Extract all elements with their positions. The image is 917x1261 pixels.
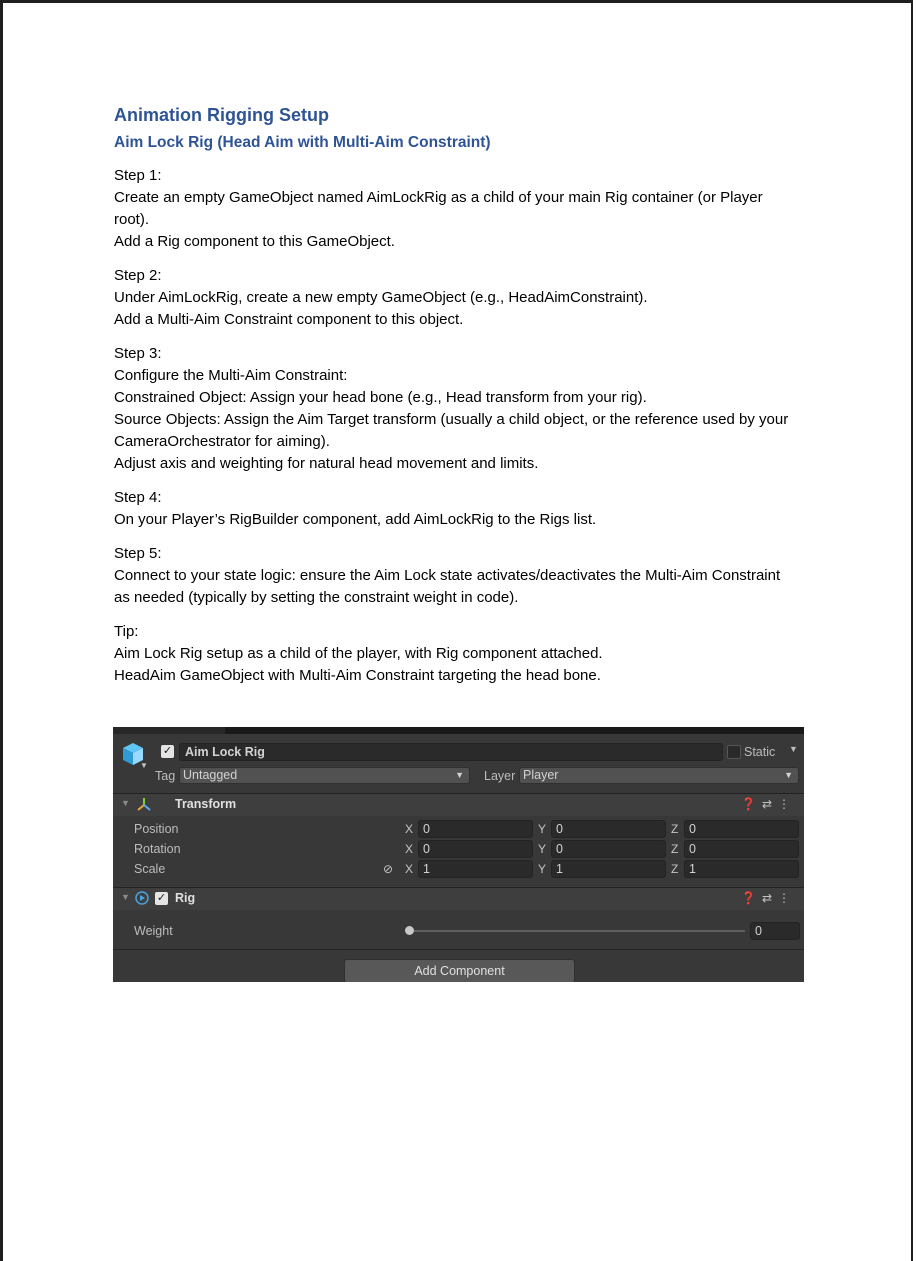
step-line: Add a Multi-Aim Constraint component to this object.	[114, 311, 464, 328]
transform-foldout-icon[interactable]: ▼	[121, 798, 130, 808]
rotation-y-input[interactable]: 0	[551, 840, 666, 858]
rig-header-icons[interactable]	[741, 891, 796, 905]
position-z-input[interactable]: 0	[684, 820, 799, 838]
step-block	[114, 543, 794, 609]
unity-inspector-panel	[113, 727, 804, 982]
rig-icon	[135, 891, 149, 905]
more-options-icon[interactable]: ⋮	[778, 797, 796, 811]
document-subtitle: Aim Lock Rig (Head Aim with Multi-Aim Constraint)	[114, 134, 491, 151]
step-heading: Step 3:	[114, 345, 162, 362]
rig-enabled-checkbox[interactable]: ✓	[156, 892, 167, 904]
transform-header-icons[interactable]	[741, 797, 796, 811]
transform-position-label: Position	[134, 822, 179, 836]
step-line: Aim Lock Rig setup as a child of the player, with Rig component attached.	[114, 645, 603, 662]
step-block	[114, 343, 794, 475]
inspector-tab-bar	[113, 727, 804, 734]
step-block	[114, 621, 794, 687]
layer-label: Layer	[484, 769, 516, 783]
layer-dropdown[interactable]	[519, 767, 799, 784]
tag-label: Tag	[155, 769, 176, 783]
step-line: Constrained Object: Assign your head bone (e.g., Head transform from your rig).	[114, 389, 647, 406]
step-line: Source Objects: Assign the Aim Target transform (usually a child object, or the reference used by your CameraOrchestrator for aiming).	[114, 411, 789, 450]
axis-x-label: X	[405, 862, 414, 876]
transform-header[interactable]	[113, 793, 804, 816]
presets-icon[interactable]: ⇄	[761, 891, 778, 905]
step-block	[114, 487, 794, 531]
transform-rotation-label: Rotation	[134, 842, 181, 856]
step-line: Configure the Multi-Aim Constraint:	[114, 367, 348, 384]
step-line: HeadAim GameObject with Multi-Aim Constraint targeting the head bone.	[114, 667, 601, 684]
step-line: Create an empty GameObject named AimLockRig as a child of your main Rig container (or Player root).	[114, 189, 763, 228]
scale-link-icon[interactable]: ⊘	[383, 862, 394, 876]
scale-y-input[interactable]: 1	[551, 860, 666, 878]
weight-input[interactable]: 0	[750, 922, 800, 940]
static-dropdown-arrow-icon[interactable]: ▼	[789, 744, 798, 754]
position-y-input[interactable]: 0	[551, 820, 666, 838]
active-toggle-checkbox[interactable]: ✓	[162, 745, 173, 757]
step-block	[114, 165, 794, 253]
steps-list	[114, 165, 794, 687]
axis-z-label: Z	[671, 822, 679, 836]
step-line: Under AimLockRig, create a new empty GameObject (e.g., HeadAimConstraint).	[114, 289, 648, 306]
axis-x-label: X	[405, 822, 414, 836]
inspector-tab[interactable]	[113, 727, 225, 734]
step-heading: Tip:	[114, 623, 139, 640]
transform-scale-label: Scale	[134, 862, 166, 876]
weight-slider-track[interactable]	[410, 930, 745, 932]
rotation-x-input[interactable]: 0	[418, 840, 533, 858]
rig-header[interactable]	[113, 887, 804, 910]
static-label: Static	[744, 745, 776, 759]
position-x-input[interactable]: 0	[418, 820, 533, 838]
step-heading: Step 5:	[114, 545, 162, 562]
axis-y-label: Y	[538, 822, 547, 836]
scale-x-input[interactable]: 1	[418, 860, 533, 878]
weight-slider-knob[interactable]	[405, 926, 414, 935]
tag-caret-icon: ▼	[455, 770, 464, 780]
presets-icon[interactable]: ⇄	[761, 797, 778, 811]
rotation-z-input[interactable]: 0	[684, 840, 799, 858]
step-line: Connect to your state logic: ensure the Aim Lock state activates/deactivates the Multi-Aim Constraint as needed (typically by setting the constraint weight in code).	[114, 567, 781, 606]
step-line: Add a Rig component to this GameObject.	[114, 233, 395, 250]
transform-axes-icon	[137, 797, 151, 811]
axis-y-label: Y	[538, 842, 547, 856]
help-icon[interactable]: ❓	[740, 891, 762, 905]
add-component-button[interactable]: Add Component	[344, 959, 575, 982]
static-checkbox[interactable]	[727, 745, 741, 759]
rig-title: Rig	[175, 891, 196, 905]
step-line: Adjust axis and weighting for natural head movement and limits.	[114, 455, 539, 472]
scale-z-input[interactable]: 1	[684, 860, 799, 878]
document-title: Animation Rigging Setup	[114, 105, 329, 125]
icon-dropdown-arrow-icon[interactable]: ▼	[140, 761, 148, 770]
weight-label: Weight	[134, 924, 173, 938]
rig-foldout-icon[interactable]: ▼	[121, 892, 130, 902]
help-icon[interactable]: ❓	[740, 797, 762, 811]
step-line: On your Player’s RigBuilder component, add AimLockRig to the Rigs list.	[114, 511, 597, 528]
step-block	[114, 265, 794, 331]
object-name-input[interactable]: Aim Lock Rig	[179, 743, 723, 761]
tag-value: Untagged	[183, 768, 238, 782]
layer-value: Player	[523, 768, 559, 782]
more-options-icon[interactable]: ⋮	[778, 891, 796, 905]
step-heading: Step 4:	[114, 489, 162, 506]
axis-y-label: Y	[538, 862, 547, 876]
transform-title: Transform	[175, 797, 237, 811]
step-heading: Step 2:	[114, 267, 162, 284]
component-divider	[113, 949, 804, 950]
document-body	[114, 104, 794, 687]
step-heading: Step 1:	[114, 167, 162, 184]
axis-x-label: X	[405, 842, 414, 856]
axis-z-label: Z	[671, 862, 679, 876]
axis-z-label: Z	[671, 842, 679, 856]
tag-dropdown[interactable]	[179, 767, 470, 784]
layer-caret-icon: ▼	[784, 770, 793, 780]
